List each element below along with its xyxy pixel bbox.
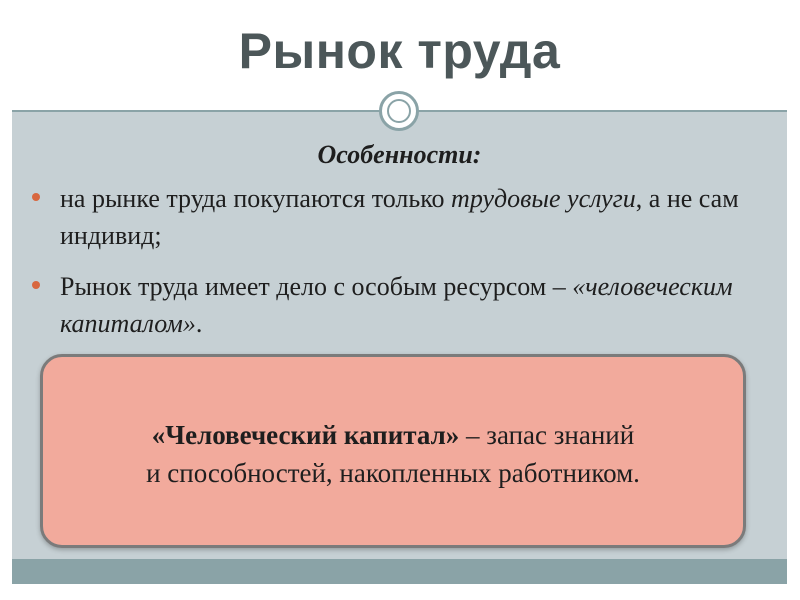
bullet-text: . — [195, 309, 203, 338]
bullet-text: , а не сам индивид; — [60, 184, 739, 250]
definition-line-1: – запас знаний — [459, 420, 635, 450]
definition-line-2: и способностей, накопленных работником. — [146, 458, 640, 488]
bullet-emphasis: «человеческим капиталом» — [60, 272, 733, 338]
bullet-dot-icon — [32, 281, 40, 289]
bullet-dot-icon — [32, 193, 40, 201]
bullet-emphasis: трудовые услуги — [451, 184, 636, 213]
section-heading: Особенности: — [317, 140, 482, 169]
bullet-list — [32, 180, 752, 356]
bullet-item — [32, 268, 752, 342]
footer-band — [12, 559, 787, 584]
bullet-text: Рынок труда имеет дело с особым ресурсом – — [60, 272, 573, 301]
bullet-item — [32, 180, 752, 254]
slide-title: Рынок труда — [238, 23, 561, 79]
bullet-text: на рынке труда покупаются только — [60, 184, 452, 213]
circle-ornament-icon — [379, 91, 419, 131]
definition-term: «Человеческий капитал» — [151, 420, 460, 450]
definition-text — [40, 416, 746, 492]
